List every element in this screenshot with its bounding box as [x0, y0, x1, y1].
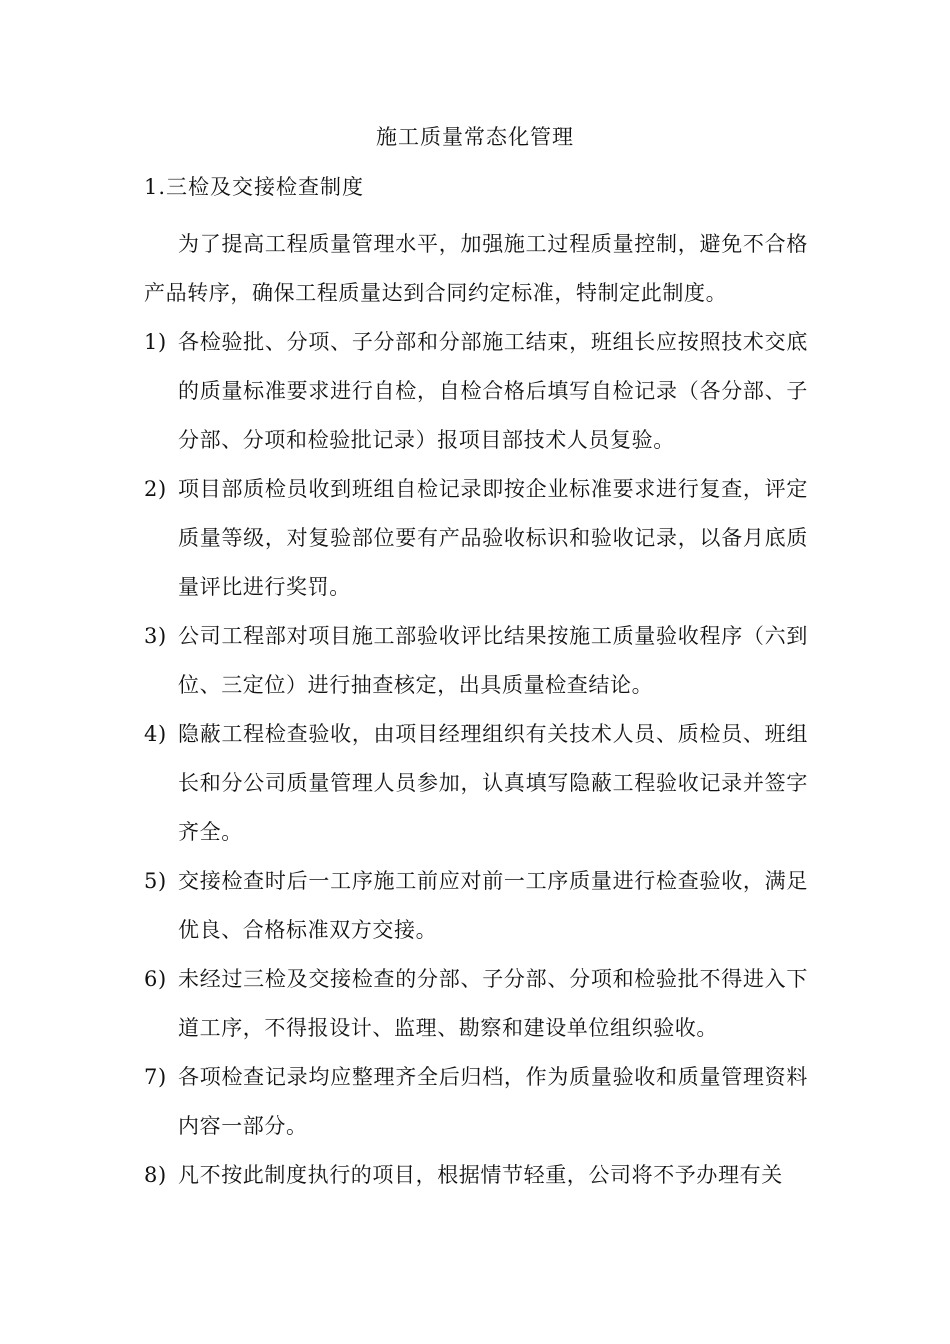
list-item	[144, 612, 808, 710]
document-title: 施工质量常态化管理	[376, 125, 574, 149]
list-item	[144, 1151, 808, 1200]
list-item	[144, 1053, 808, 1151]
list-item	[144, 318, 808, 465]
item-number: 5)	[144, 869, 167, 893]
list-item	[144, 857, 808, 955]
item-number: 6)	[144, 967, 167, 991]
item-number: 2)	[144, 477, 167, 501]
item-number: 7)	[144, 1065, 167, 1089]
item-number: 4)	[144, 722, 167, 746]
item-text: 隐蔽工程检查验收，由项目经理组织有关技术人员、质检员、班组长和分公司质量管理人员参加，认真填写隐蔽工程验收记录并签字齐全。	[178, 722, 808, 844]
list-item	[144, 465, 808, 612]
item-text: 交接检查时后一工序施工前应对前一工序质量进行检查验收，满足优良、合格标准双方交接。	[178, 869, 808, 942]
list-item	[144, 710, 808, 857]
intro-paragraph: 为了提高工程质量管理水平，加强施工过程质量控制，避免不合格产品转序，确保工程质量达到合同约定标准，特制定此制度。	[144, 232, 808, 305]
list-item	[144, 955, 808, 1053]
rule-list	[144, 318, 808, 1200]
item-number: 8)	[144, 1163, 167, 1187]
item-text: 各检验批、分项、子分部和分部施工结束，班组长应按照技术交底的质量标准要求进行自检，自检合格后填写自检记录（各分部、子分部、分项和检验批记录）报项目部技术人员复验。	[178, 330, 808, 452]
item-text: 凡不按此制度执行的项目，根据情节轻重，公司将不予办理有关	[178, 1163, 783, 1187]
item-text: 未经过三检及交接检查的分部、子分部、分项和检验批不得进入下道工序，不得报设计、监理、勘察和建设单位组织验收。	[178, 967, 808, 1040]
section-heading: 1.三检及交接检查制度	[144, 175, 365, 199]
item-text: 各项检查记录均应整理齐全后归档，作为质量验收和质量管理资料内容一部分。	[178, 1065, 808, 1138]
item-number: 3)	[144, 624, 167, 648]
item-number: 1)	[144, 330, 167, 354]
item-text: 公司工程部对项目施工部验收评比结果按施工质量验收程序（六到位、三定位）进行抽查核定，出具质量检查结论。	[178, 624, 808, 697]
item-text: 项目部质检员收到班组自检记录即按企业标准要求进行复查，评定质量等级，对复验部位要有产品验收标识和验收记录，以备月底质量评比进行奖罚。	[178, 477, 808, 599]
